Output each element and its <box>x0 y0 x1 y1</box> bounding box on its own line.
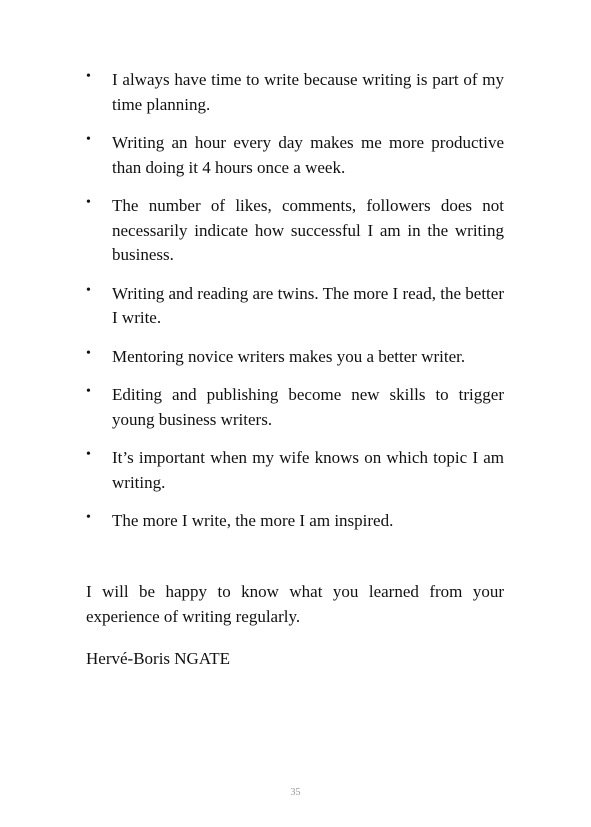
bullet-text: Editing and publishing become new skills to trigger young business writers. <box>112 385 504 429</box>
list-item <box>86 446 504 495</box>
bullet-text: The more I write, the more I am inspired. <box>112 511 394 530</box>
list-item <box>86 345 504 370</box>
bullet-text: Writing and reading are twins. The more I read, the better I write. <box>112 283 504 327</box>
list-item <box>86 68 504 117</box>
bullet-text: It’s important when my wife knows on which topic I am writing. <box>112 448 504 492</box>
bullet-icon: • <box>86 384 91 399</box>
bullet-icon: • <box>86 69 91 84</box>
page-number: 35 <box>290 787 301 798</box>
list-item <box>86 131 504 180</box>
bullet-list <box>86 68 504 534</box>
bullet-icon: • <box>86 345 91 361</box>
bullet-icon: • <box>86 195 91 210</box>
closing-paragraph: I will be happy to know what you learned from your experience of writing regularly. <box>86 582 504 626</box>
author-signature: Hervé-Boris NGATE <box>86 649 230 668</box>
list-item <box>86 509 504 534</box>
bullet-icon: • <box>86 282 91 298</box>
list-item <box>86 194 504 268</box>
bullet-text: I always have time to write because writing is part of my time planning. <box>112 70 504 114</box>
list-item <box>86 282 504 331</box>
bullet-icon: • <box>86 510 91 525</box>
list-item <box>86 383 504 432</box>
bullet-icon: • <box>86 132 91 147</box>
bullet-icon: • <box>86 447 91 462</box>
bullet-text: Mentoring novice writers makes you a better writer. <box>112 346 466 366</box>
bullet-text: Writing an hour every day makes me more productive than doing it 4 hours once a week. <box>112 133 504 177</box>
bullet-text: The number of likes, comments, followers does not necessarily indicate how successful I am in the writing business. <box>112 196 504 264</box>
